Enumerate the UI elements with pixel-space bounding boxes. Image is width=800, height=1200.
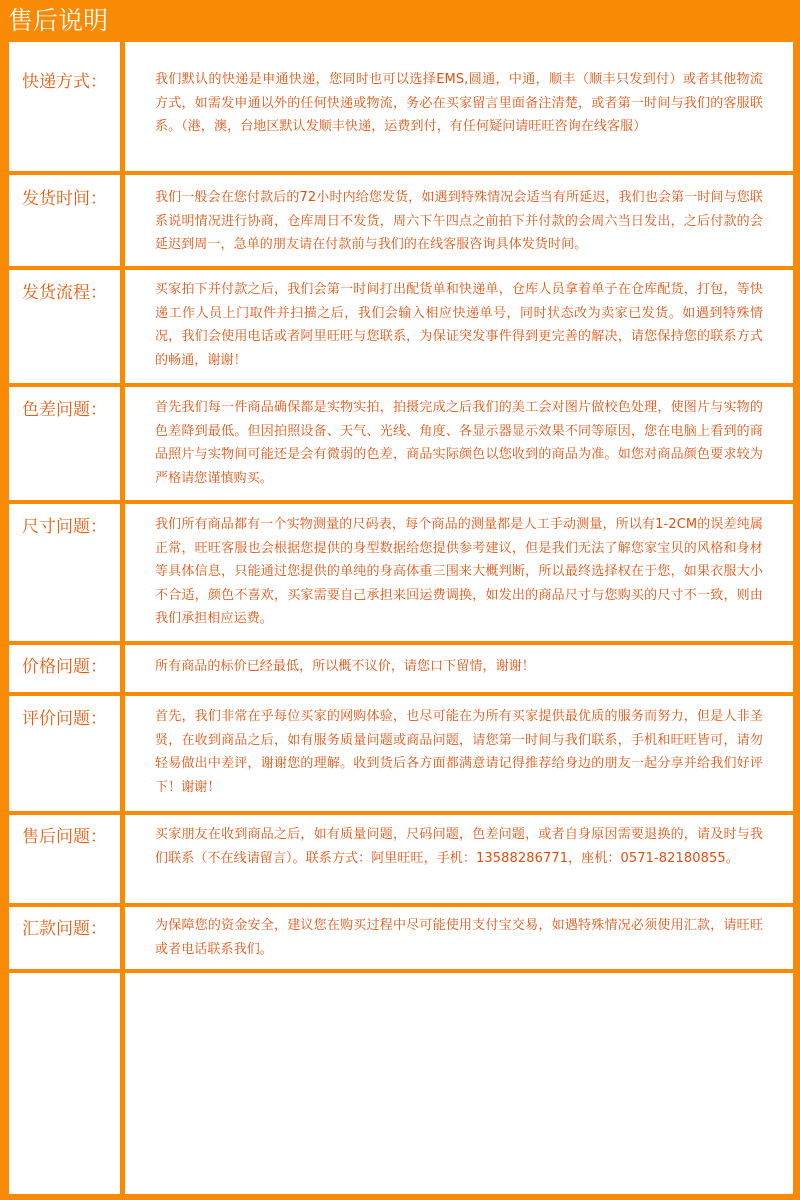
row-divider bbox=[9, 641, 793, 645]
page-title: 售后说明 bbox=[8, 6, 109, 35]
row-divider bbox=[9, 903, 793, 907]
section-text-color-difference: 首先我们每一件商品确保都是实物实拍，拍摄完成之后我们的美工会对图片做校色处理，使图片与实物的色差降到最低。但因拍照设备、天气、光线、角度、各显示器显示效果不同等原因，您在电脑上看到的商品照片与实物间可能还是会有微弱的色差，商品实际颜色以您收到的商品为准。如您对商品颜色要求较为严格请您谨慎购买。 bbox=[155, 400, 763, 486]
section-label-remittance: 汇款问题： bbox=[22, 919, 107, 939]
row-divider bbox=[9, 266, 793, 270]
section-label-review: 评价问题： bbox=[22, 709, 107, 729]
section-label-size: 尺寸问题： bbox=[22, 517, 107, 537]
section-label-shipping-time: 发货时间： bbox=[22, 189, 107, 209]
row-divider bbox=[9, 171, 793, 175]
bottom-border bbox=[0, 1194, 800, 1200]
section-text-remittance: 为保障您的资金安全，建议您在购买过程中尽可能使用支付宝交易，如遇特殊情况必须使用汇款，请旺旺或者电话联系我们。 bbox=[155, 918, 763, 957]
empty-content-cell bbox=[125, 973, 793, 1194]
section-text-price: 所有商品的标价已经最低，所以概不议价，请您口下留情，谢谢！ bbox=[155, 659, 535, 674]
section-label-shipping-method: 快递方式： bbox=[22, 72, 107, 92]
section-text-shipping-method: 我们默认的快递是申通快递，您同时也可以选择EMS,圆通，中通，顺丰（顺丰只发到付）或者其他物流方式，如需发申通以外的任何快递或物流，务必在买家留言里面备注清楚，或者第一时间与我们的客服联系。（港，澳，台地区默认发顺丰快递，运费到付，有任何疑问请旺旺咨询在线客服） bbox=[155, 72, 763, 134]
section-text-shipping-time: 我们一般会在您付款后的72小时内给您发货，如遇到特殊情况会适当有所延迟，我们也会第一时间与您联系说明情况进行协商，仓库周日不发货，周六下午四点之前拍下并付款的会周六当日发出，之后付款的会延迟到周一，急单的朋友请在付款前与我们的在线客服咨询具体发货时间。 bbox=[155, 190, 763, 252]
section-label-shipping-process: 发货流程： bbox=[22, 283, 107, 303]
section-label-after-sales: 售后问题： bbox=[22, 827, 107, 847]
right-border bbox=[793, 42, 800, 1200]
section-text-shipping-process: 买家拍下并付款之后，我们会第一时间打出配货单和快递单，仓库人员拿着单子在仓库配货，打包，等快递工作人员上门取件并扫描之后，我们会输入相应快递单号，同时状态改为卖家已发货。如遇到特殊情况，我们会使用电话或者阿里旺旺与您联系，为保证突发事件得到更完善的解决，请您保持您的联系方式的畅通，谢谢！ bbox=[155, 282, 763, 368]
section-label-price: 价格问题： bbox=[22, 657, 107, 677]
row-divider bbox=[9, 383, 793, 387]
header-bar bbox=[0, 0, 800, 42]
row-divider bbox=[9, 811, 793, 815]
section-text-after-sales: 买家朋友在收到商品之后，如有质量问题，尺码问题，色差问题，或者自身原因需要退换的，请及时与我们联系（不在线请留言）。联系方式：阿里旺旺，手机：13588286771，座机：0571-82180855。 bbox=[155, 827, 763, 866]
section-label-color-difference: 色差问题： bbox=[22, 400, 107, 420]
row-divider bbox=[9, 500, 793, 504]
left-border bbox=[0, 42, 9, 1200]
empty-label-cell bbox=[9, 973, 120, 1194]
section-text-review: 首先，我们非常在乎每位买家的网购体验，也尽可能在为所有买家提供最优质的服务而努力，但是人非圣贤，在收到商品之后，如有服务质量问题或商品问题，请您第一时间与我们联系，手机和旺旺皆可，请勿轻易做出中差评，谢谢您的理解。收到货后各方面都满意请记得推荐给身边的朋友一起分享并给我们好评下！谢谢！ bbox=[155, 709, 763, 795]
row-divider bbox=[9, 692, 793, 696]
section-text-size: 我们所有商品都有一个实物测量的尺码表，每个商品的测量都是人工手动测量，所以有1-2CM的误差纯属正常，旺旺客服也会根据您提供的身型数据给您提供参考建议，但是我们无法了解您家宝贝的风格和身材等具体信息，只能通过您提供的单纯的身高体重三围来大概判断，所以最终选择权在于您，如果衣服大小不合适，颜色不喜欢，买家需要自己承担来回运费调换，如发出的商品尺寸与您购买的尺寸不一致，则由我们承担相应运费。 bbox=[155, 517, 763, 626]
